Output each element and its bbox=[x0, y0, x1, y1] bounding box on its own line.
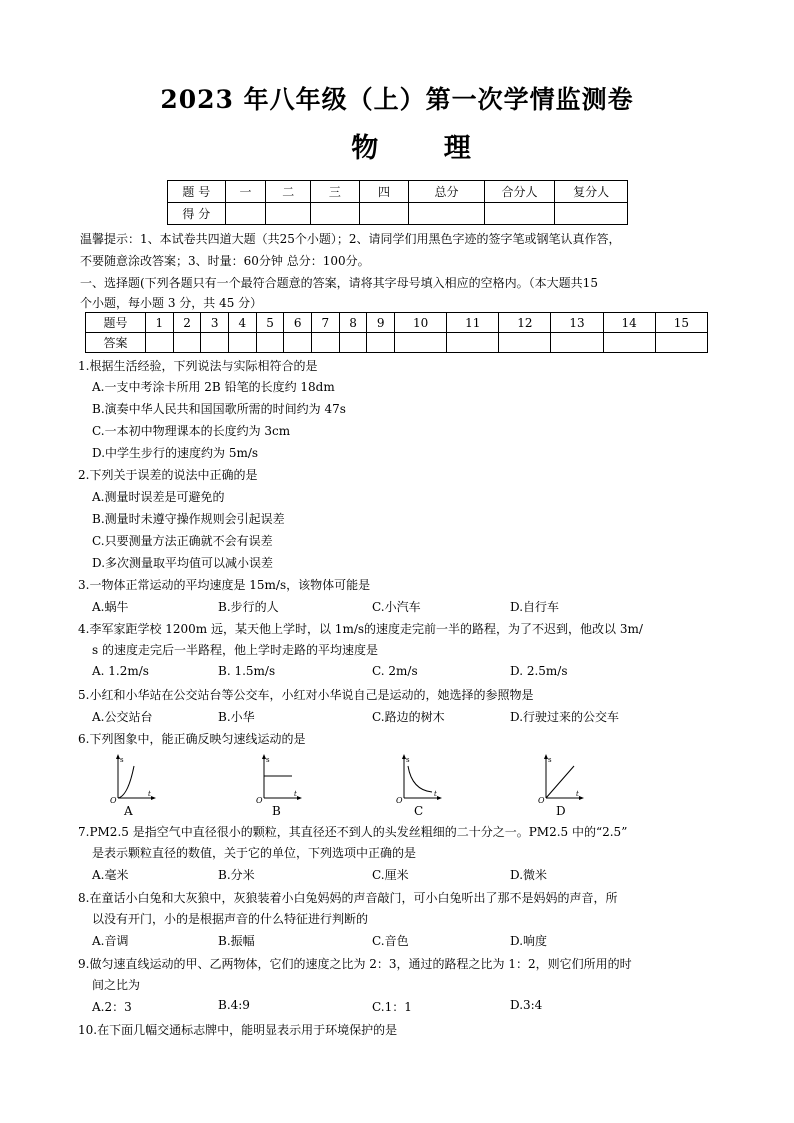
q8-option-b: B.振幅 bbox=[218, 934, 255, 948]
q1-option-a: A.一支中考涂卡所用 2B 铅笔的长度约 18dm bbox=[92, 380, 335, 394]
q2-option-a: A.测量时误差是可避免的 bbox=[92, 490, 225, 504]
graph-c-label: C bbox=[414, 804, 424, 818]
question-6-stem: 6.下列图象中，能正确反映匀速线运动的是 bbox=[78, 732, 306, 746]
q5-option-c: C.路边的树木 bbox=[372, 710, 445, 724]
notice-line-1: 温馨提示：1、本试卷共四道大题（共25个小题）；2、请同学们用黑色字迹的签字笔或钢笔认真作答， bbox=[80, 232, 621, 246]
graph-b bbox=[254, 752, 304, 804]
graph-d-label: D bbox=[556, 804, 566, 818]
subject-title: 物 理 bbox=[351, 133, 499, 164]
answer-table-answer-row bbox=[86, 333, 708, 353]
q2-option-c: C.只要测量方法正确就不会有误差 bbox=[92, 534, 273, 548]
answer-input-cell[interactable] bbox=[603, 333, 655, 353]
t-axis-arrow bbox=[437, 796, 442, 800]
axis-t-label: t bbox=[576, 790, 579, 798]
q1-option-c: C.一本初中物理课本的长度约为 3cm bbox=[92, 424, 291, 438]
answer-input-cell[interactable] bbox=[312, 333, 340, 353]
score-cell: 四 bbox=[359, 181, 409, 203]
question-number: 8 bbox=[339, 313, 367, 333]
q2-option-b: B.测量时未遵守操作规则会引起误差 bbox=[92, 512, 285, 526]
score-input-cell[interactable] bbox=[409, 203, 484, 225]
q3-option-c: C.小汽车 bbox=[372, 600, 421, 614]
score-cell: 三 bbox=[311, 181, 360, 203]
q2-option-d: D.多次测量取平均值可以减小误差 bbox=[92, 556, 274, 570]
q8-option-d: D.响度 bbox=[510, 934, 548, 948]
q7-option-a: A.毫米 bbox=[92, 868, 129, 882]
question-number: 7 bbox=[312, 313, 340, 333]
q4-option-c: C. 2m/s bbox=[372, 664, 418, 678]
score-cell: 合分人 bbox=[484, 181, 555, 203]
t-axis-arrow bbox=[579, 796, 584, 800]
answer-input-cell[interactable] bbox=[256, 333, 284, 353]
question-number: 14 bbox=[603, 313, 655, 333]
question-9-stem-cont: 间之比为 bbox=[92, 978, 141, 992]
answer-input-cell[interactable] bbox=[447, 333, 499, 353]
origin-label: O bbox=[396, 796, 403, 804]
question-number: 12 bbox=[499, 313, 551, 333]
q1-option-d: D.中学生步行的速度约为 5m/s bbox=[92, 446, 259, 460]
answer-header-label: 题号 bbox=[86, 313, 146, 333]
straight-line bbox=[546, 766, 574, 798]
q8-option-c: C.音色 bbox=[372, 934, 409, 948]
question-number: 6 bbox=[284, 313, 312, 333]
answer-input-cell[interactable] bbox=[201, 333, 229, 353]
score-table-header-row bbox=[168, 181, 628, 203]
origin-label: O bbox=[256, 796, 263, 804]
axis-s-label: s bbox=[406, 756, 410, 764]
axis-s-label: s bbox=[266, 756, 270, 764]
q1-option-b: B.演奏中华人民共和国国歌所需的时间约为 47s bbox=[92, 402, 346, 416]
question-number: 2 bbox=[173, 313, 201, 333]
answer-input-cell[interactable] bbox=[655, 333, 707, 353]
question-7-stem-cont: 是表示颗粒直径的数值，关于它的单位，下列选项中正确的是 bbox=[92, 846, 417, 860]
score-cell: 题 号 bbox=[168, 181, 226, 203]
score-cell: 总分 bbox=[409, 181, 484, 203]
q3-option-a: A.蜗牛 bbox=[92, 600, 129, 614]
graph-c bbox=[394, 752, 444, 804]
q9-option-a: A.2：3 bbox=[92, 1000, 132, 1014]
q8-option-a: A.音调 bbox=[92, 934, 129, 948]
axis-t-label: t bbox=[434, 790, 437, 798]
question-number: 11 bbox=[447, 313, 499, 333]
question-2-stem: 2.下列关于误差的说法中正确的是 bbox=[78, 468, 258, 482]
answer-input-cell[interactable] bbox=[551, 333, 603, 353]
answer-input-cell[interactable] bbox=[395, 333, 447, 353]
question-number: 4 bbox=[229, 313, 257, 333]
score-table-score-row bbox=[168, 203, 628, 225]
score-cell: 二 bbox=[266, 181, 311, 203]
question-1-stem: 1.根据生活经验，下列说法与实际相符合的是 bbox=[78, 359, 318, 373]
question-number: 5 bbox=[256, 313, 284, 333]
q9-option-b: B.4:9 bbox=[218, 998, 250, 1012]
score-cell: 复分人 bbox=[555, 181, 628, 203]
question-number: 10 bbox=[395, 313, 447, 333]
score-input-cell[interactable] bbox=[225, 203, 266, 225]
answer-row-label: 答案 bbox=[86, 333, 146, 353]
question-number: 13 bbox=[551, 313, 603, 333]
question-8-stem: 8.在童话小白兔和大灰狼中，灰狼装着小白兔妈妈的声音敲门，可小白兔听出了那不是妈妈的声音，所 bbox=[78, 891, 618, 905]
q3-option-b: B.步行的人 bbox=[218, 600, 279, 614]
q7-option-b: B.分米 bbox=[218, 868, 255, 882]
q5-option-b: B.小华 bbox=[218, 710, 255, 724]
t-axis-arrow bbox=[151, 796, 156, 800]
q5-option-d: D.行驶过来的公交车 bbox=[510, 710, 620, 724]
question-3-stem: 3.一物体正常运动的平均速度是 15m/s，该物体可能是 bbox=[78, 578, 371, 592]
section1-heading: 一、选择题(下列各题只有一个最符合题意的答案，请将其字母号填入相应的空格内。（本大题共15 bbox=[80, 276, 598, 290]
answer-input-cell[interactable] bbox=[367, 333, 395, 353]
curve-line bbox=[118, 766, 134, 798]
score-input-cell[interactable] bbox=[359, 203, 409, 225]
question-10-stem: 10.在下面几幅交通标志牌中，能明显表示用于环境保护的是 bbox=[78, 1023, 398, 1037]
answer-input-cell[interactable] bbox=[339, 333, 367, 353]
origin-label: O bbox=[538, 796, 545, 804]
question-4-stem-cont: s 的速度走完后一半路程，他上学时走路的平均速度是 bbox=[92, 643, 378, 657]
graph-b-label: B bbox=[272, 804, 281, 818]
score-cell: 一 bbox=[225, 181, 266, 203]
q4-option-d: D. 2.5m/s bbox=[510, 664, 568, 678]
answer-input-cell[interactable] bbox=[499, 333, 551, 353]
answer-input-cell[interactable] bbox=[146, 333, 174, 353]
answer-input-cell[interactable] bbox=[229, 333, 257, 353]
answer-input-cell[interactable] bbox=[173, 333, 201, 353]
question-number: 1 bbox=[146, 313, 174, 333]
graph-d bbox=[536, 752, 586, 804]
q7-option-c: C.厘米 bbox=[372, 868, 409, 882]
q3-option-d: D.自行车 bbox=[510, 600, 560, 614]
question-4-stem: 4.李军家距学校 1200m 远，某天他上学时，以 1m/s的速度走完前一半的路程，为了不迟到，他改以 3m/ bbox=[78, 622, 643, 636]
q4-option-b: B. 1.5m/s bbox=[218, 664, 276, 678]
graph-a bbox=[108, 752, 158, 804]
question-8-stem-cont: 以没有开门，小的是根据声音的什么特征进行判断的 bbox=[92, 912, 369, 926]
axis-t-label: t bbox=[148, 790, 151, 798]
q7-option-d: D.微米 bbox=[510, 868, 548, 882]
question-number: 3 bbox=[201, 313, 229, 333]
answer-input-cell[interactable] bbox=[284, 333, 312, 353]
exam-title: 2023 年八年级（上）第一次学情监测卷 bbox=[160, 85, 634, 114]
score-row-label: 得 分 bbox=[168, 203, 226, 225]
q9-option-d: D.3:4 bbox=[510, 998, 543, 1012]
axis-s-label: s bbox=[548, 756, 552, 764]
t-axis-arrow bbox=[297, 796, 302, 800]
q9-option-c: C.1：1 bbox=[372, 1000, 412, 1014]
decreasing-curve bbox=[408, 766, 432, 792]
q5-option-a: A.公交站台 bbox=[92, 710, 153, 724]
score-input-cell[interactable] bbox=[484, 203, 555, 225]
section1-heading-cont: 个小题，每小题 3 分，共 45 分） bbox=[80, 296, 263, 310]
origin-label: O bbox=[110, 796, 117, 804]
question-5-stem: 5.小红和小华站在公交站台等公交车，小红对小华说自己是运动的，她选择的参照物是 bbox=[78, 688, 534, 702]
score-table bbox=[167, 180, 628, 225]
answer-table bbox=[85, 312, 708, 353]
score-input-cell[interactable] bbox=[555, 203, 628, 225]
question-9-stem: 9.做匀速直线运动的甲、乙两物体，它们的速度之比为 2：3，通过的路程之比为 1：2，则它们所用的时 bbox=[78, 957, 632, 971]
score-input-cell[interactable] bbox=[311, 203, 360, 225]
question-number: 9 bbox=[367, 313, 395, 333]
answer-table-number-row bbox=[86, 313, 708, 333]
notice-line-2: 不要随意涂改答案；3、时量：60分钟 总分：100分。 bbox=[80, 254, 370, 268]
graph-a-label: A bbox=[124, 804, 133, 818]
q4-option-a: A. 1.2m/s bbox=[92, 664, 149, 678]
score-input-cell[interactable] bbox=[266, 203, 311, 225]
question-7-stem: 7.PM2.5 是指空气中直径很小的颗粒，其直径还不到人的头发丝粗细的二十分之一。PM2.5 中的“2.5” bbox=[78, 825, 628, 839]
axis-t-label: t bbox=[294, 790, 297, 798]
question-number: 15 bbox=[655, 313, 707, 333]
axis-s-label: s bbox=[120, 756, 124, 764]
